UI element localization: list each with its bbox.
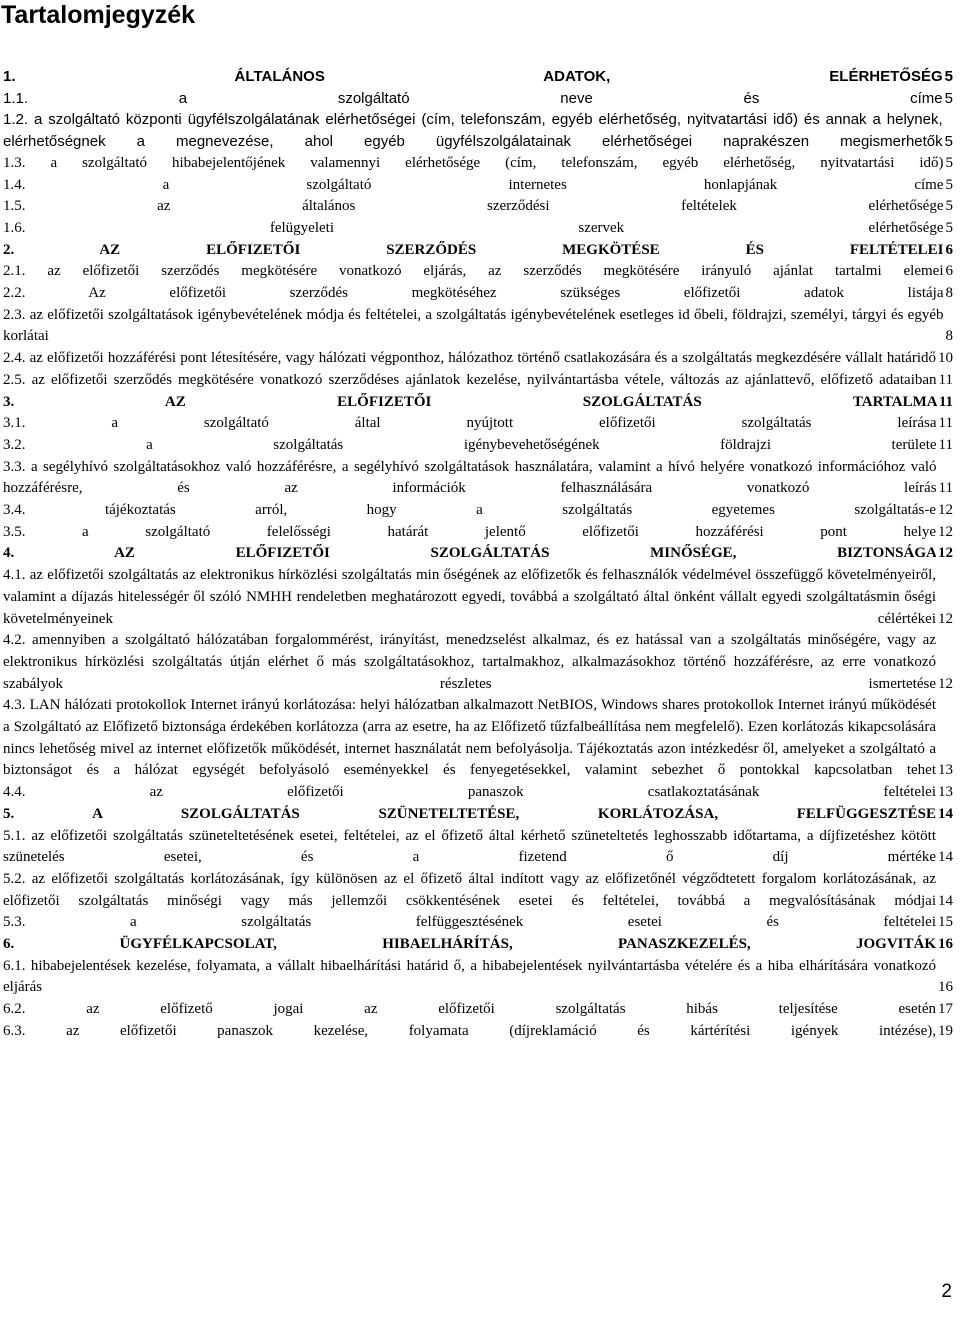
toc-entry-text: 5. A SZOLGÁLTATÁS SZÜNETELTETÉSE, KORLÁTOZÁSA, FELFÜGGESZTÉSE (3, 805, 936, 822)
toc-entry-text: 6.1. hibabejelentések kezelése, folyamata, a vállalt hibaelhárítási határid ő, a hibabejelentések nyilvántartásba vételére és a hiba elhárítására vonatkozó eljárás (3, 957, 936, 996)
toc-entry-page: 10 (938, 350, 953, 367)
toc-entry-text-wrap (3, 348, 936, 370)
toc-entry[interactable] (3, 175, 953, 197)
toc-entry-text-wrap (3, 413, 937, 435)
toc-entry-text-wrap (3, 261, 944, 283)
toc-entry-line (3, 196, 953, 218)
toc-entry-text-wrap (3, 196, 944, 218)
toc-entry[interactable] (3, 543, 953, 565)
toc-entry-line (3, 218, 953, 240)
toc-entry-page: 5 (945, 219, 953, 236)
toc-entry-page: 16 (938, 936, 953, 952)
toc-entry-page: 5 (945, 154, 953, 171)
toc-entry[interactable] (3, 218, 953, 240)
toc-entry[interactable] (3, 695, 953, 782)
toc-entry-line (3, 522, 953, 544)
toc-entry-text-wrap (3, 240, 944, 262)
toc-entry-text: 6.3. az előfizetői panaszok kezelése, folyamata (díjreklamáció és kártérítési igények intézése), (3, 1022, 936, 1039)
toc-entry[interactable] (3, 565, 953, 630)
toc-entry-line (3, 804, 953, 826)
toc-entry-line (3, 413, 953, 435)
toc-entry[interactable] (3, 305, 953, 348)
toc-entry-text-wrap (3, 826, 936, 869)
toc-entry-line (3, 500, 953, 522)
toc-entry-line (3, 1021, 953, 1043)
toc-entry-line (3, 305, 953, 348)
toc-title: Tartalomjegyzék (1, 1, 196, 29)
toc-entry-line (3, 66, 953, 88)
toc-entry-line (3, 934, 953, 956)
toc-entry-page: 11 (938, 480, 953, 497)
toc-entry-page: 8 (945, 285, 953, 302)
toc-entry-text: 3.5. a szolgáltató felelősségi határát jelentő előfizetői hozzáférési pont helye (3, 523, 936, 540)
toc-entry[interactable] (3, 956, 953, 999)
toc-entry-text: 1.3. a szolgáltató hibabejelentőjének valamennyi elérhetősége (cím, telefonszám, egyéb elérhetőség, nyitvatartási idő) (3, 154, 944, 171)
toc-entry-text-wrap (3, 695, 936, 782)
toc-entry-page: 17 (938, 1001, 953, 1018)
toc-entry-text-wrap (3, 869, 936, 912)
toc-entry-page: 14 (938, 849, 953, 866)
toc-entry-text-wrap (3, 999, 936, 1021)
toc-entry[interactable] (3, 934, 953, 956)
toc-entry-page: 11 (938, 393, 953, 410)
toc-entry[interactable] (3, 109, 953, 152)
toc-entry-text: 6. ÜGYFÉLKAPCSOLAT, HIBAELHÁRÍTÁS, PANASZKEZELÉS, JOGVITÁK (3, 936, 936, 953)
toc-entry-text-wrap (3, 66, 943, 88)
toc-entry-text: 3. AZ ELŐFIZETŐI SZOLGÁLTATÁS TARTALMA (3, 393, 937, 410)
toc-entry-line (3, 826, 953, 869)
toc-entry-text: 1.2. a szolgáltató központi ügyfélszolgálatának elérhetőségei (cím, telefonszám, egyéb elérhetőség, nyitvatartási idő) és annak a helynek, elérhetőségnek a megnevezése, ahol egyéb ügyfélszolgálatainak elérhetőségei naprakészen megismerhetők (3, 111, 943, 151)
toc-entry-page: 13 (938, 784, 953, 801)
toc-entry-text: 2.1. az előfizetői szerződés megkötésére vonatkozó eljárás, az szerződés megkötésére irányuló ajánlat tartalmi elemei (3, 263, 944, 280)
toc-entry-text: 3.2. a szolgáltatás igénybevehetőségének földrajzi területe (3, 436, 937, 453)
toc-entry-line (3, 348, 953, 370)
toc-entry-text: 1.6. felügyeleti szervek elérhetősége (3, 219, 944, 236)
toc-entry-line (3, 630, 953, 695)
toc-entry-page: 6 (945, 241, 953, 258)
toc-entry-page: 12 (938, 545, 953, 562)
toc-entry-text-wrap (3, 370, 937, 392)
toc-entry-page: 14 (938, 805, 953, 822)
toc-entry-text-wrap (3, 804, 936, 826)
toc-entry-text-wrap (3, 934, 936, 956)
toc-entry-line (3, 370, 953, 392)
toc-entry-page: 11 (938, 436, 953, 453)
toc-entry-text: 1.1. a szolgáltató neve és címe (3, 89, 943, 107)
toc-entry-text-wrap (3, 392, 937, 414)
toc-entry-text: 1. ÁLTALÁNOS ADATOK, ELÉRHETŐSÉG (3, 68, 943, 86)
toc-entry[interactable] (3, 804, 953, 826)
toc-entry[interactable] (3, 630, 953, 695)
toc-entry[interactable] (3, 196, 953, 218)
toc-entry-text-wrap (3, 305, 944, 348)
toc-entry-line (3, 956, 953, 999)
toc-entry-page: 5 (944, 133, 953, 151)
toc-entry-line (3, 392, 953, 414)
toc-entry[interactable] (3, 782, 953, 804)
toc-entry-text-wrap (3, 153, 944, 175)
toc-entry-text: 2.2. Az előfizetői szerződés megkötéséhez szükséges előfizetői adatok listája (3, 285, 944, 302)
toc-entry-line (3, 175, 953, 197)
toc-entry-text: 1.5. az általános szerződési feltételek elérhetősége (3, 198, 944, 215)
toc-entry-text-wrap (3, 88, 943, 110)
toc-entry-text-wrap (3, 1021, 936, 1043)
toc-entry-page: 12 (938, 523, 953, 540)
toc-entry[interactable] (3, 869, 953, 912)
toc-entry[interactable] (3, 66, 953, 88)
toc-entry-text: 2.3. az előfizetői szolgáltatások igénybevételének módja és feltételei, a szolgáltatás igénybevételének esetleges id őbeli, földrajzi, személyi, tárgyi és egyéb korlátai (3, 306, 944, 345)
toc-entry[interactable] (3, 1021, 953, 1043)
toc-entry-line (3, 435, 953, 457)
toc-entry[interactable] (3, 435, 953, 457)
toc-entry-text-wrap (3, 457, 937, 500)
toc-entry-text: 5.3. a szolgáltatás felfüggesztésének esetei és feltételei (3, 914, 936, 931)
toc-entry-text: 6.2. az előfizető jogai az előfizetői szolgáltatás hibás teljesítése esetén (3, 1001, 936, 1018)
toc-entry-line (3, 88, 953, 110)
toc-entry-line (3, 109, 953, 152)
toc-entry[interactable] (3, 370, 953, 392)
toc-entry-line (3, 283, 953, 305)
toc-entry-text-wrap (3, 218, 944, 240)
toc-entry[interactable] (3, 261, 953, 283)
toc-entry[interactable] (3, 153, 953, 175)
toc-entry-text: 3.3. a segélyhívó szolgáltatásokhoz való hozzáférésre, a segélyhívó szolgáltatások használatára, valamint a hívó helyére vonatkozó információhoz való hozzáférésre, és az információk felhasználására vonatkozó leírás (3, 458, 937, 497)
toc-entry-text: 4.2. amennyiben a szolgáltató hálózatában forgalommérést, irányítást, menedzselést alkalmaz, és ez hatással van a szolgáltatás minőségére, vagy az elektronikus hírközlési szolgáltatás útján elérhet ő más szolgáltatásokhoz, tartalmakhoz, alkalmazásokhoz történő hozzáférésre, az erre vonatkozó szabályok részletes ismertetése (3, 632, 936, 692)
toc-entry-text: 2.5. az előfizetői szerződés megkötésére vonatkozó szerződéses ajánlatok kezelése, nyilvántartásba vétele, változás az ajánlattevő, előfizető adataiban (3, 371, 937, 388)
toc-entry-page: 19 (938, 1022, 953, 1039)
toc-entry-text: 5.1. az előfizetői szolgáltatás szüneteltetésének esetei, feltételei, az el őfizető által kérhető szüneteltetés leghosszabb időtartama, a díjfizetéshez kötött szünetelés esetei, és a fizetend ő díj mértéke (3, 827, 936, 866)
toc-entry[interactable] (3, 522, 953, 544)
toc-entry-line (3, 999, 953, 1021)
toc-entry[interactable] (3, 457, 953, 500)
toc-entry-page: 5 (945, 176, 953, 193)
toc-entry-page: 12 (938, 502, 953, 519)
toc-entry-text: 5.2. az előfizetői szolgáltatás korlátozásának, így különösen az el őfizető által indított vagy az előfizetőnél végződtetett forgalom korlátozásának, az előfizetői szolgáltatás minőségi vagy más jellemzői csökkentésének esetei és feltételei, továbbá a megvalósításának módjai (3, 870, 936, 909)
toc-entry-line (3, 782, 953, 804)
toc-entry[interactable] (3, 240, 953, 262)
toc-entry-line (3, 261, 953, 283)
toc-entry-text-wrap (3, 283, 944, 305)
toc-entry-text: 2.4. az előfizetői hozzáférési pont létesítésére, vagy hálózati végponthoz, hálózathoz történő csatlakozására és a szolgáltatás megkezdésére vállalt határidő (3, 350, 936, 367)
toc-entry-page: 5 (944, 89, 953, 107)
toc-entry[interactable] (3, 283, 953, 305)
toc-entry-page: 5 (945, 198, 953, 215)
toc-entry-text: 4. AZ ELŐFIZETŐI SZOLGÁLTATÁS MINŐSÉGE, BIZTONSÁGA (3, 545, 936, 562)
toc-entry-text-wrap (3, 630, 936, 695)
toc-entry-text-wrap (3, 175, 944, 197)
toc-entry-page: 5 (944, 68, 953, 85)
toc-entry-text-wrap (3, 543, 936, 565)
toc-entry-page: 11 (938, 371, 953, 388)
toc-entry-line (3, 457, 953, 500)
toc-entry-line (3, 153, 953, 175)
toc-entry[interactable] (3, 500, 953, 522)
toc-entry-text: 1.4. a szolgáltató internetes honlapjának címe (3, 176, 944, 193)
toc-entry[interactable] (3, 826, 953, 869)
toc-entry-text-wrap (3, 956, 936, 999)
toc-entry[interactable] (3, 912, 953, 934)
toc-entry-text: 4.4. az előfizetői panaszok csatlakoztatásának feltételei (3, 784, 936, 801)
toc-entry-line (3, 543, 953, 565)
toc-entry-text: 3.4. tájékoztatás arról, hogy a szolgáltatás egyetemes szolgáltatás-e (3, 502, 936, 519)
toc-entry-page: 6 (945, 263, 953, 280)
toc-entry-text-wrap (3, 109, 943, 152)
toc-entry-text-wrap (3, 912, 936, 934)
toc-entry-page: 12 (938, 675, 953, 692)
toc-entry[interactable] (3, 348, 953, 370)
toc-entry-line (3, 912, 953, 934)
toc-entry-line (3, 869, 953, 912)
toc-entry-line (3, 240, 953, 262)
toc-entry-line (3, 565, 953, 630)
toc-entry-page: 12 (938, 610, 953, 627)
toc-entry-text: 4.1. az előfizetői szolgáltatás az elektronikus hírközlési szolgáltatás min őségének az előfizetők és felhasználók védelmével összefüggő követelményeiről, valamint a díjazás hitelességér ől szóló NMHH rendeletben meghatározott egyedi, továbbá a szolgáltató által önként vállalt egyedi szolgáltatásmin őségi követelményeinek célértékei (3, 567, 936, 627)
toc-entry-page: 16 (938, 979, 953, 996)
toc-entry[interactable] (3, 999, 953, 1021)
toc-entry-page: 8 (945, 328, 953, 345)
toc-entry-text-wrap (3, 435, 937, 457)
toc-entry-page: 15 (938, 914, 953, 931)
page-number: 2 (941, 1281, 952, 1302)
toc-entry-text-wrap (3, 782, 936, 804)
toc-entry-text: 3.1. a szolgáltató által nyújtott előfizetői szolgáltatás leírása (3, 415, 937, 432)
toc-entry-page: 13 (938, 762, 953, 779)
toc-entry[interactable] (3, 413, 953, 435)
toc-entry-text-wrap (3, 565, 936, 630)
toc-entry[interactable] (3, 392, 953, 414)
toc-entry-text-wrap (3, 500, 936, 522)
toc-entry-text: 4.3. LAN hálózati protokollok Internet irányú korlátozása: helyi hálózatban alkalmazott NetBIOS, Windows shares protokollok Internet irányú működését a Szolgáltató az Előfizető biztonsága érdekében korlátozza (arra az esetre, ha az Előfizető tűzfalbeállítása nem megfelelő). Ezen korlátozás kikapcsolására nincs lehetőség mivel az internet előfizetők működését, internet használatát nem befolyásolja. Tájékoztatás azon intézkedésr ől, amelyeket a szolgáltató a biztonságot és a hálózat egységét befolyásoló eseményekkel és fenyegetésekkel, valamint sebezhet ő pontokkal kapcsolatban tehet (3, 697, 936, 779)
toc-entry-text-wrap (3, 522, 936, 544)
toc-entry[interactable] (3, 88, 953, 110)
toc-entry-text: 2. AZ ELŐFIZETŐI SZERZŐDÉS MEGKÖTÉSE ÉS FELTÉTELEI (3, 241, 944, 258)
toc-entry-line (3, 695, 953, 782)
toc-entry-page: 14 (938, 892, 953, 909)
table-of-contents (3, 66, 953, 1043)
toc-entry-page: 11 (938, 415, 953, 432)
